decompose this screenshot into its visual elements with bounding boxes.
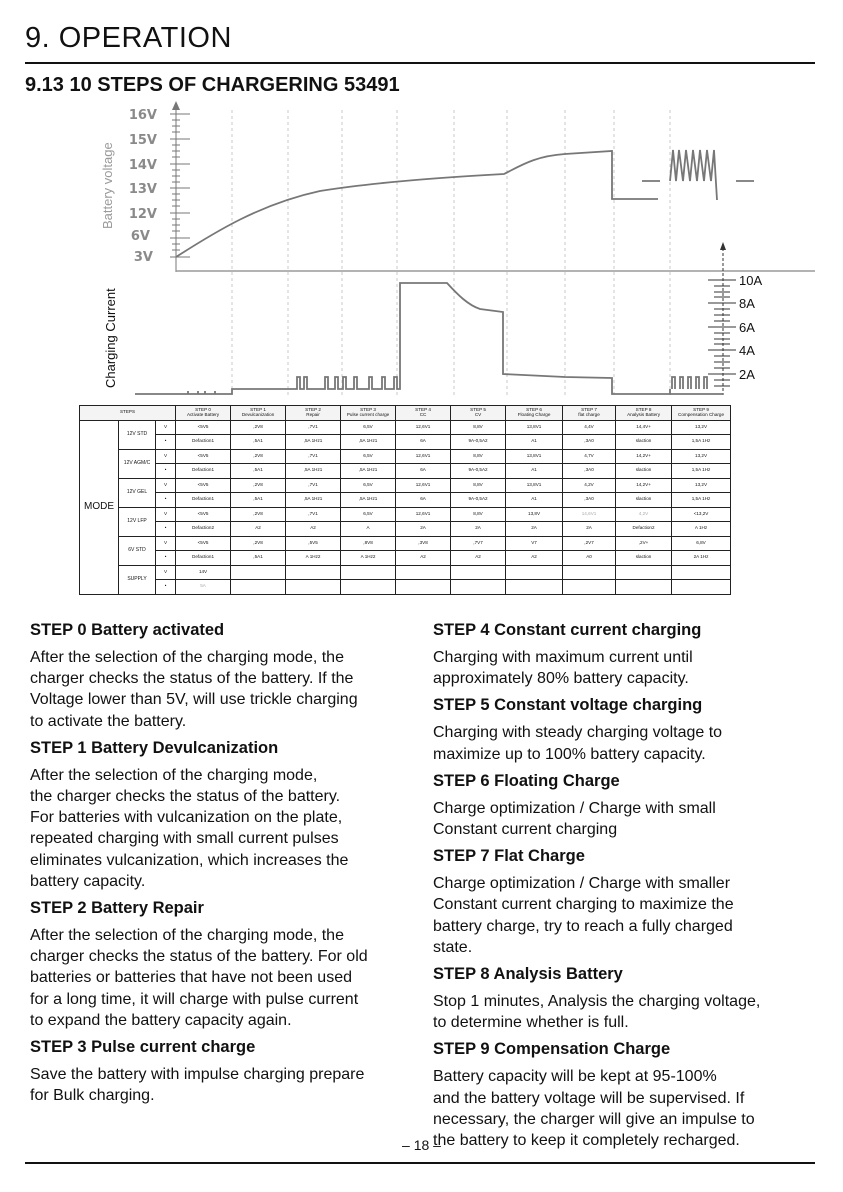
table-row bbox=[80, 522, 731, 537]
current-cell bbox=[286, 580, 341, 595]
step-description-line: For batteries with vulcanization on the plate, bbox=[30, 809, 343, 827]
voltage-cell: 14,6V1 bbox=[563, 507, 616, 522]
step-description-line: maximize up to 100% battery capacity. bbox=[433, 745, 706, 763]
voltage-cell bbox=[231, 565, 286, 580]
voltage-cell bbox=[563, 565, 616, 580]
step-name: CC bbox=[419, 411, 427, 417]
step-header-cell bbox=[176, 406, 231, 421]
current-cell: 2A bbox=[563, 522, 616, 537]
current-cell: A1 bbox=[506, 435, 563, 450]
voltage-symbol-cell: V bbox=[156, 507, 176, 522]
current-cell: 6A bbox=[396, 493, 451, 508]
current-symbol-cell: • bbox=[156, 464, 176, 479]
mode-name-cell: 12V AGM/C bbox=[119, 449, 156, 478]
step-heading: STEP 4 Constant current charging bbox=[433, 621, 702, 639]
step-column-dividers bbox=[232, 110, 670, 395]
step-name: Devulcanization bbox=[241, 411, 275, 417]
step-heading: STEP 6 Floating Charge bbox=[433, 771, 620, 790]
voltage-cell: 8,8V bbox=[451, 478, 506, 493]
table-row bbox=[80, 464, 731, 479]
current-cell: ,5A1 bbox=[231, 493, 286, 508]
bottom-rule bbox=[25, 1162, 815, 1164]
current-cell: 5A bbox=[176, 580, 231, 595]
step-header-cell bbox=[451, 406, 506, 421]
current-cell: 2A bbox=[506, 522, 563, 537]
table-row bbox=[80, 435, 731, 450]
current-symbol-cell: • bbox=[156, 493, 176, 508]
voltage-cell: 6,5V bbox=[341, 449, 396, 464]
sub-title: 9.13 10 STEPS OF CHARGERING 53491 bbox=[25, 74, 400, 96]
step-name: flat charge bbox=[578, 411, 600, 417]
step-header-cell bbox=[286, 406, 341, 421]
voltage-tick-16v: 16V bbox=[128, 108, 157, 123]
current-cell: 9A-0,5A2 bbox=[451, 435, 506, 450]
step-description-line: to determine whether is full. bbox=[433, 1014, 629, 1032]
step-description-line: After the selection of the charging mode, the bbox=[30, 927, 344, 945]
step-description-line: Voltage lower than 5V, will use trickle charging bbox=[30, 691, 358, 709]
current-tick-8a: 8A bbox=[739, 296, 755, 311]
step-name: Pulse current charge bbox=[346, 411, 390, 417]
voltage-cell: 6,5V bbox=[341, 478, 396, 493]
voltage-tick-14v: 14V bbox=[128, 158, 157, 173]
current-tick-4a: 4A bbox=[739, 343, 755, 358]
step-number: STEP 3 bbox=[360, 407, 376, 413]
current-cell: 2A bbox=[396, 522, 451, 537]
current-axis-minor-ticks bbox=[714, 286, 730, 386]
table-row bbox=[80, 551, 731, 566]
voltage-symbol-cell: V bbox=[156, 536, 176, 551]
voltage-cell: 13,2V bbox=[672, 449, 731, 464]
step-heading: STEP 7 Flat Charge bbox=[433, 847, 585, 866]
current-cell: ,5A 1Hz1 bbox=[286, 435, 341, 450]
current-cell: ,5A1 bbox=[231, 435, 286, 450]
voltage-cell: 12,6V1 bbox=[396, 449, 451, 464]
voltage-symbol-cell: V bbox=[156, 565, 176, 580]
step-name: Compensation Charge bbox=[678, 411, 725, 417]
current-cell: ,5A1 bbox=[231, 464, 286, 479]
voltage-cell: ,2V8 bbox=[231, 536, 286, 551]
current-cell: 6A bbox=[396, 435, 451, 450]
voltage-cell: <5V5 bbox=[176, 507, 231, 522]
step-description-line: Battery capacity will be kept at 95-100% bbox=[433, 1068, 717, 1086]
voltage-cell: 12,6V1 bbox=[396, 507, 451, 522]
voltage-cell: 12,6V1 bbox=[396, 478, 451, 493]
voltage-cell: 4,7V bbox=[563, 449, 616, 464]
current-symbol-cell: • bbox=[156, 435, 176, 450]
step-description-line: battery charge, try to reach a fully charged bbox=[433, 917, 733, 935]
current-cell bbox=[231, 580, 286, 595]
current-cell: Defaction1 bbox=[176, 464, 231, 479]
step-description-line: Charge optimization / Charge with small bbox=[433, 799, 716, 817]
voltage-axis-label: Battery voltage bbox=[100, 142, 115, 229]
voltage-cell: 4,4V bbox=[563, 420, 616, 435]
step-description-line: the charger checks the status of the battery. bbox=[30, 788, 341, 806]
step-heading: STEP 8 Analysis Battery bbox=[433, 965, 623, 984]
mode-name-cell: 12V GEL bbox=[119, 478, 156, 507]
voltage-cell: ,8V8 bbox=[341, 536, 396, 551]
voltage-symbol-cell: V bbox=[156, 420, 176, 435]
voltage-tick-12v: 12V bbox=[128, 207, 157, 222]
step-description-line: to expand the battery capacity again. bbox=[30, 1011, 292, 1029]
table-header-row bbox=[80, 406, 731, 421]
table-row bbox=[80, 565, 731, 580]
current-cell: Defaction1 bbox=[176, 435, 231, 450]
current-cell: A1 bbox=[506, 464, 563, 479]
step-heading: STEP 0 Battery activated bbox=[30, 621, 225, 639]
voltage-cell: 14,4V+ bbox=[616, 420, 672, 435]
left-step-descriptions bbox=[30, 620, 415, 1112]
step-description-line: Charge optimization / Charge with smaller bbox=[433, 875, 731, 893]
step-header-cell bbox=[341, 406, 396, 421]
voltage-tick-13v: 13V bbox=[128, 182, 157, 197]
voltage-cell: ,2V+ bbox=[616, 536, 672, 551]
step-description bbox=[433, 798, 823, 840]
voltage-cell: 4,2V bbox=[616, 507, 672, 522]
current-cell bbox=[672, 580, 731, 595]
voltage-symbol-cell: V bbox=[156, 478, 176, 493]
table-row bbox=[80, 449, 731, 464]
step-number: STEP 0 bbox=[195, 407, 211, 413]
step-header-cell bbox=[396, 406, 451, 421]
step-number: STEP 8 bbox=[635, 407, 652, 413]
voltage-cell: 8,8V bbox=[451, 449, 506, 464]
current-tick-2a: 2A bbox=[739, 367, 755, 382]
step-description bbox=[30, 647, 415, 732]
mode-name-cell: 12V LFP bbox=[119, 507, 156, 536]
table-row bbox=[80, 478, 731, 493]
voltage-cell: 8,8V bbox=[451, 507, 506, 522]
current-cell: 9A-0,5A2 bbox=[451, 464, 506, 479]
current-cell: ,3A0 bbox=[563, 435, 616, 450]
current-cell bbox=[563, 580, 616, 595]
current-cell: 6A bbox=[396, 464, 451, 479]
current-symbol-cell: • bbox=[156, 551, 176, 566]
step-description-line: Stop 1 minutes, Analysis the charging voltage, bbox=[433, 993, 761, 1011]
step-name: Analysis Battery bbox=[627, 411, 660, 417]
step-description-line: the battery to keep it completely recharged. bbox=[433, 1132, 740, 1150]
voltage-cell: 14,2V+ bbox=[616, 449, 672, 464]
current-cell: A 1Hz2 bbox=[341, 551, 396, 566]
voltage-cell: V7 bbox=[506, 536, 563, 551]
step-name: Repair bbox=[306, 411, 320, 417]
table-row bbox=[80, 493, 731, 508]
step-number: STEP 9 bbox=[693, 407, 709, 413]
step-description bbox=[30, 925, 415, 1031]
current-cell: A2 bbox=[451, 551, 506, 566]
step-name: Floating Charge bbox=[517, 411, 551, 417]
current-cell: Defaction1 bbox=[176, 551, 231, 566]
current-cell: ,5A 1Hz1 bbox=[286, 493, 341, 508]
step-header-cell bbox=[563, 406, 616, 421]
voltage-cell: 8,8V bbox=[451, 420, 506, 435]
current-cell: 1,5A 1Hz bbox=[672, 435, 731, 450]
step-description-line: for Bulk charging. bbox=[30, 1087, 155, 1105]
current-cell: Defaction2 bbox=[176, 522, 231, 537]
step-description bbox=[433, 722, 823, 764]
voltage-tick-6v: 6V bbox=[130, 229, 150, 244]
step-description bbox=[433, 647, 823, 689]
page-number: – 18 – bbox=[402, 1137, 441, 1153]
step-number: STEP 5 bbox=[470, 407, 486, 413]
current-cell: 1,5A 1Hz bbox=[672, 464, 731, 479]
step-description-line: approximately 80% battery capacity. bbox=[433, 670, 689, 688]
current-cell bbox=[616, 580, 672, 595]
step-description-line: After the selection of the charging mode, bbox=[30, 766, 318, 784]
voltage-cell: 12,6V1 bbox=[396, 420, 451, 435]
step-description bbox=[30, 765, 415, 892]
voltage-cell: <5V5 bbox=[176, 449, 231, 464]
current-cell: slaction bbox=[616, 464, 672, 479]
current-cell bbox=[341, 580, 396, 595]
voltage-cell: 6,5V bbox=[341, 420, 396, 435]
step-description-line: battery capacity. bbox=[30, 872, 146, 890]
voltage-cell: 4,2V bbox=[563, 478, 616, 493]
voltage-cell: 13,8V1 bbox=[506, 420, 563, 435]
voltage-curve bbox=[176, 150, 754, 257]
step-description bbox=[30, 1064, 415, 1106]
table-row bbox=[80, 420, 731, 435]
step-heading: STEP 9 Compensation Charge bbox=[433, 1040, 671, 1059]
mode-name-cell: 6V STD bbox=[119, 536, 156, 565]
voltage-cell bbox=[616, 565, 672, 580]
voltage-cell bbox=[672, 565, 731, 580]
current-cell: ,3A0 bbox=[563, 493, 616, 508]
current-cell: A2 bbox=[396, 551, 451, 566]
step-description-line: eliminates vulcanization, which increases the bbox=[30, 851, 349, 869]
title-rule bbox=[25, 62, 815, 64]
table-row bbox=[80, 507, 731, 522]
current-cell: A2 bbox=[286, 522, 341, 537]
voltage-cell: <5V5 bbox=[176, 478, 231, 493]
current-axis bbox=[708, 242, 736, 395]
voltage-cell: <5V5 bbox=[176, 536, 231, 551]
step-name: CV bbox=[474, 411, 482, 417]
steps-header-cell: STEPS bbox=[80, 406, 176, 421]
step-description-line: to activate the battery. bbox=[30, 712, 187, 730]
step-number: STEP 1 bbox=[250, 407, 266, 413]
current-cell: A 1Hz bbox=[672, 522, 731, 537]
mode-name-cell: SUPPLY bbox=[119, 565, 156, 594]
current-symbol-cell: • bbox=[156, 522, 176, 537]
current-curve bbox=[135, 283, 723, 394]
mode-name-cell: 12V STD bbox=[119, 420, 156, 449]
voltage-cell: ,7V1 bbox=[286, 420, 341, 435]
current-cell bbox=[451, 580, 506, 595]
step-description-line: charger checks the status of the battery. If the bbox=[30, 670, 354, 688]
current-cell: ,5A 1Hz1 bbox=[341, 435, 396, 450]
current-tick-labels bbox=[739, 273, 762, 382]
current-cell: A2 bbox=[506, 551, 563, 566]
current-axis-label: Charging Current bbox=[103, 288, 118, 388]
current-cell: A 1Hz2 bbox=[286, 551, 341, 566]
voltage-cell bbox=[341, 565, 396, 580]
section-title: 9. OPERATION bbox=[25, 22, 232, 54]
step-description-line: After the selection of the charging mode, the bbox=[30, 649, 344, 666]
step-number: STEP 2 bbox=[305, 407, 321, 413]
mode-steps-table bbox=[79, 405, 731, 595]
voltage-cell: <13,2V bbox=[672, 507, 731, 522]
table-row bbox=[80, 536, 731, 551]
current-cell bbox=[396, 580, 451, 595]
voltage-cell: 6,5V bbox=[341, 507, 396, 522]
voltage-cell: 14,2V+ bbox=[616, 478, 672, 493]
step-description bbox=[433, 873, 823, 958]
step-number: STEP 6 bbox=[526, 407, 542, 413]
step-description-line: Charging with steady charging voltage to bbox=[433, 724, 723, 742]
charging-steps-diagram bbox=[0, 98, 843, 403]
step-heading: STEP 5 Constant voltage charging bbox=[433, 696, 703, 715]
step-description-line: Save the battery with impulse charging prepare bbox=[30, 1066, 365, 1084]
table-row bbox=[80, 580, 731, 595]
voltage-cell bbox=[286, 565, 341, 580]
voltage-cell: 13,8V1 bbox=[506, 449, 563, 464]
step-description-line: and the battery voltage will be supervised. If bbox=[433, 1089, 745, 1107]
voltage-cell: 14V bbox=[176, 565, 231, 580]
step-description-line: Constant current charging bbox=[433, 821, 618, 839]
step-number: STEP 4 bbox=[415, 407, 431, 413]
step-number: STEP 7 bbox=[581, 407, 597, 413]
voltage-cell: ,7V1 bbox=[286, 507, 341, 522]
step-description-line: state. bbox=[433, 938, 473, 956]
step-description-line: necessary, the charger will give an impulse to bbox=[433, 1110, 755, 1128]
voltage-cell: ,2V8 bbox=[231, 449, 286, 464]
current-tick-10a: 10A bbox=[739, 273, 763, 288]
voltage-cell: 13,2V bbox=[672, 420, 731, 435]
step-description-line: Constant current charging to maximize the bbox=[433, 896, 734, 914]
current-cell: 1,5A 1Hz bbox=[672, 493, 731, 508]
current-cell: ,3A0 bbox=[563, 464, 616, 479]
current-cell: ,5A1 bbox=[231, 551, 286, 566]
step-header-cell bbox=[231, 406, 286, 421]
step-header-cell bbox=[506, 406, 563, 421]
voltage-cell: ,2V8 bbox=[231, 420, 286, 435]
step-header-cell bbox=[672, 406, 731, 421]
current-symbol-cell: • bbox=[156, 580, 176, 595]
voltage-cell bbox=[396, 565, 451, 580]
current-tick-6a: 6A bbox=[739, 320, 755, 335]
current-cell bbox=[506, 580, 563, 595]
mode-label-cell: MODE bbox=[80, 420, 119, 594]
voltage-cell: ,3V8 bbox=[396, 536, 451, 551]
step-description bbox=[433, 991, 823, 1033]
current-cell: ,5A 1Hz1 bbox=[286, 464, 341, 479]
voltage-cell bbox=[506, 565, 563, 580]
current-cell: 2A bbox=[451, 522, 506, 537]
current-cell: A1 bbox=[506, 493, 563, 508]
step-description-line: Charging with maximum current until bbox=[433, 649, 693, 666]
right-step-descriptions bbox=[433, 620, 823, 1157]
voltage-tick-15v: 15V bbox=[128, 133, 157, 148]
voltage-cell: ,2V7 bbox=[563, 536, 616, 551]
current-cell: Defaction2 bbox=[616, 522, 672, 537]
voltage-symbol-cell: V bbox=[156, 449, 176, 464]
current-cell: 2A 1Hz bbox=[672, 551, 731, 566]
step-description-line: batteries or batteries that have not been used bbox=[30, 969, 352, 987]
voltage-axis bbox=[170, 101, 190, 272]
voltage-cell: ,7V1 bbox=[286, 449, 341, 464]
voltage-cell: 13,2V bbox=[672, 478, 731, 493]
step-name: Activate Battery bbox=[186, 411, 220, 417]
voltage-tick-3v: 3V bbox=[133, 250, 153, 265]
current-cell: slaction bbox=[616, 551, 672, 566]
step-heading: STEP 1 Battery Devulcanization bbox=[30, 738, 279, 757]
current-cell: 9A-0,5A2 bbox=[451, 493, 506, 508]
step-description-line: charger checks the status of the battery. For old bbox=[30, 948, 368, 966]
current-cell: slaction bbox=[616, 493, 672, 508]
step-header-cell bbox=[616, 406, 672, 421]
current-cell: A2 bbox=[231, 522, 286, 537]
current-cell: A0 bbox=[563, 551, 616, 566]
voltage-cell: 13,8V1 bbox=[506, 478, 563, 493]
current-cell: slaction bbox=[616, 435, 672, 450]
voltage-cell: ,7V1 bbox=[286, 478, 341, 493]
step-heading: STEP 2 Battery Repair bbox=[30, 899, 204, 918]
current-cell: Defaction1 bbox=[176, 493, 231, 508]
voltage-cell: ,2V8 bbox=[231, 507, 286, 522]
current-cell: ,5A 1Hz1 bbox=[341, 464, 396, 479]
voltage-cell: 13,8V bbox=[506, 507, 563, 522]
voltage-cell: ,7V7 bbox=[451, 536, 506, 551]
step-description-line: for a long time, it will charge with pulse current bbox=[30, 990, 359, 1008]
step-heading: STEP 3 Pulse current charge bbox=[30, 1038, 256, 1057]
voltage-cell: ,2V8 bbox=[231, 478, 286, 493]
voltage-cell: 6,8V bbox=[672, 536, 731, 551]
voltage-cell bbox=[451, 565, 506, 580]
voltage-cell: <5V5 bbox=[176, 420, 231, 435]
step-description-line: repeated charging with small current pulses bbox=[30, 830, 339, 848]
current-cell: ,5A 1Hz1 bbox=[341, 493, 396, 508]
voltage-cell: ,5V5 bbox=[286, 536, 341, 551]
current-cell: A bbox=[341, 522, 396, 537]
voltage-tick-labels bbox=[129, 108, 157, 265]
